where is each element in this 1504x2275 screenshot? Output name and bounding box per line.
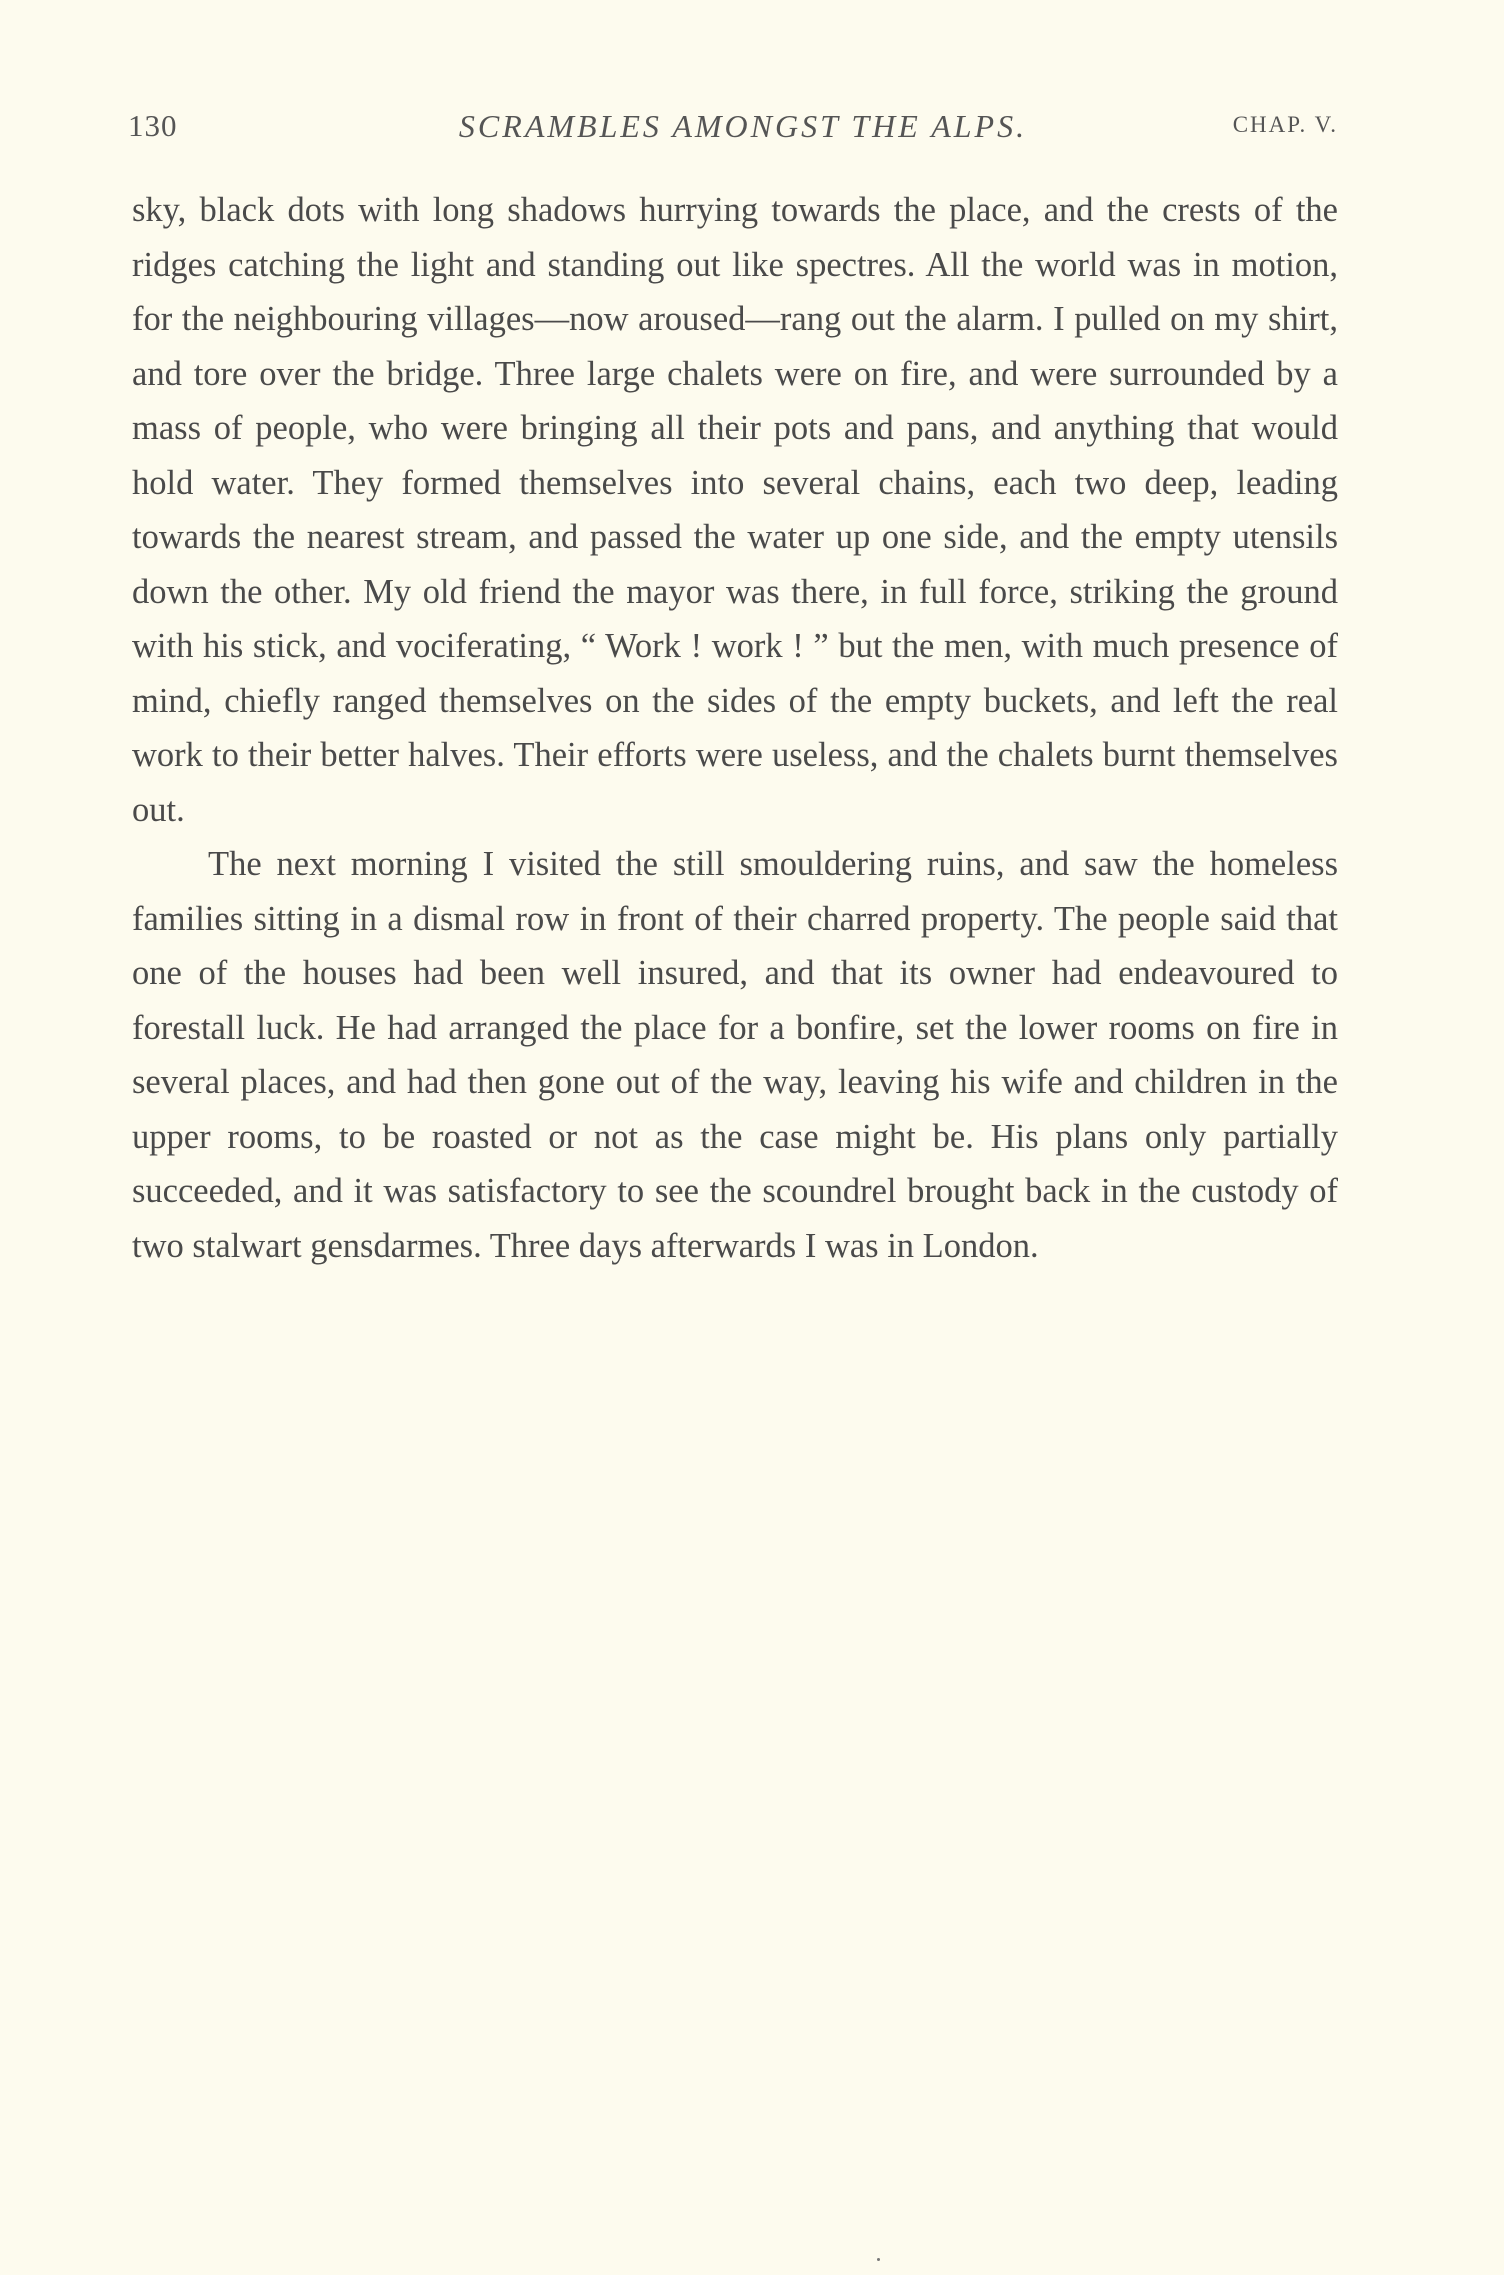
chapter-reference: CHAP. V.: [1232, 112, 1338, 137]
paragraph-next-morning: The next morning I visited the still smouldering ruins, and saw the homeless families sitting in a dismal row in front of their charred property. The people said that one of the houses had been well insured, and that its owner had endeavoured to forestall luck. He had arranged the place for a bonfire, set the lower rooms on fire in several places, and had then gone out of the way, leaving his wife and children in the upper rooms, to be roasted or not as the case might be. His plans only partially succeeded, and it was satisfactory to see the scoundrel brought back in the custody of two stalwart gensdarmes. Three days afterwards I was in London.: [132, 845, 1338, 1265]
page-number: 130: [128, 108, 178, 143]
book-title: SCRAMBLES AMONGST THE ALPS.: [458, 108, 1028, 144]
paragraph-continued: sky, black dots with long shadows hurrying towards the place, and the crests of the ridges catching the light and standing out like spectres. All the world was in motion, for the neighbouring villages—now aroused—rang out the alarm. I pulled on my shirt, and tore over the bridge. Three large chalets were on fire, and were surrounded by a mass of people, who were bringing all their pots and pans, and anything that would hold water. They formed themselves into several chains, each two deep, leading towards the nearest stream, and passed the water up one side, and the empty utensils down the other. My old friend the mayor was there, in full force, striking the ground with his stick, and vociferating, “ Work ! work ! ” but the men, with much presence of mind, chiefly ranged themselves on the sides of the empty buckets, and left the real work to their better halves. Their efforts were useless, and the chalets burnt themselves out.: [132, 191, 1338, 829]
body-text: [132, 183, 1338, 1273]
print-speck: [877, 2258, 880, 2261]
running-head: [128, 108, 1338, 152]
